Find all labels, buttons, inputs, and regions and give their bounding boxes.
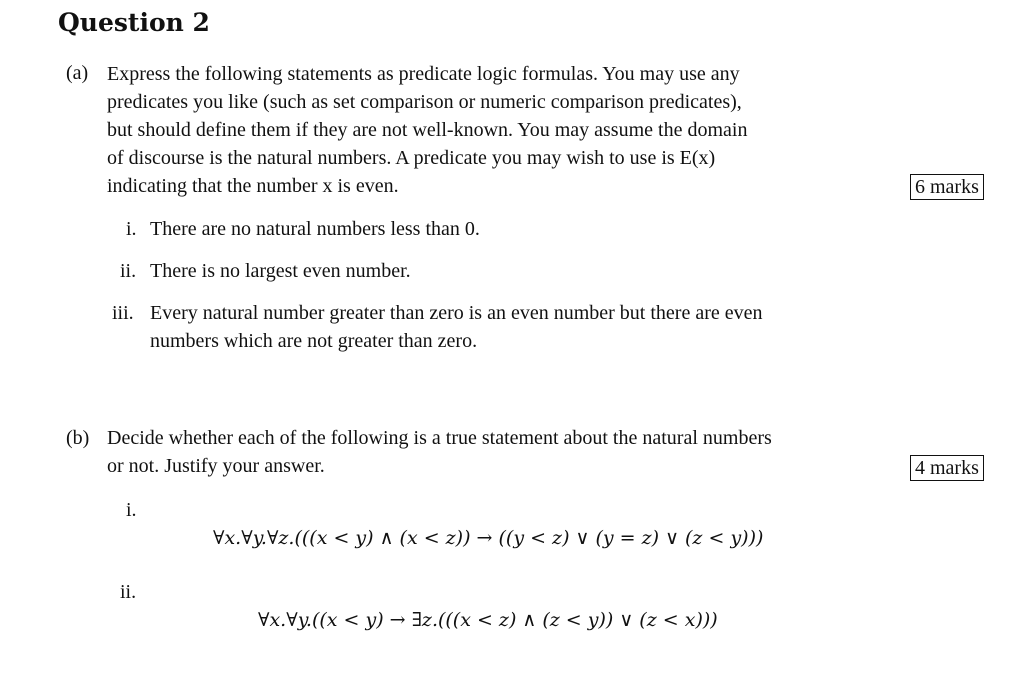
part-a-label: (a) [66,62,89,84]
question-title: Question 2 [58,8,210,37]
part-b-line-1: Decide whether each of the following is a true statement about the natural numbers [107,427,772,449]
part-a-text [107,60,747,200]
part-b-label: (b) [66,427,90,449]
part-b-text [107,424,772,480]
part-a-line-1: Express the following statements as predicate logic formulas. You may use any [107,63,740,85]
part-a-item-3-line-2: numbers which are not greater than zero. [150,330,478,352]
part-a-marks-box: 6 marks [910,174,984,200]
part-b-item-2-label: ii. [120,581,137,603]
part-b-formula-2: ∀x.∀y.((x < y) → ∃z.(((x < z) ∧ (z < y)) ∨ (z < x))) [258,609,718,631]
part-a-line-5: indicating that the number x is even. [107,175,399,197]
part-a-item-1-text: There are no natural numbers less than 0. [150,218,480,240]
part-a-item-2-text: There is no largest even number. [150,260,411,282]
part-a-line-3: but should define them if they are not well-known. You may assume the domain [107,119,748,141]
part-a-item-3-label: iii. [112,302,134,324]
part-a-item-3-line-1: Every natural number greater than zero is an even number but there are even [150,302,763,324]
part-b-marks-box: 4 marks [910,455,984,481]
part-a-item-1-label: i. [126,218,137,240]
part-a-line-4: of discourse is the natural numbers. A predicate you may wish to use is E(x) [107,147,716,169]
part-b-line-2: or not. Justify your answer. [107,455,325,477]
part-a-line-2: predicates you like (such as set comparison or numeric comparison predicates), [107,91,742,113]
part-b-item-1-label: i. [126,499,137,521]
part-a-item-3-text [150,299,763,355]
part-b-formula-1: ∀x.∀y.∀z.(((x < y) ∧ (x < z)) → ((y < z) ∨ (y = z) ∨ (z < y))) [213,527,764,549]
part-a-item-2-label: ii. [120,260,137,282]
